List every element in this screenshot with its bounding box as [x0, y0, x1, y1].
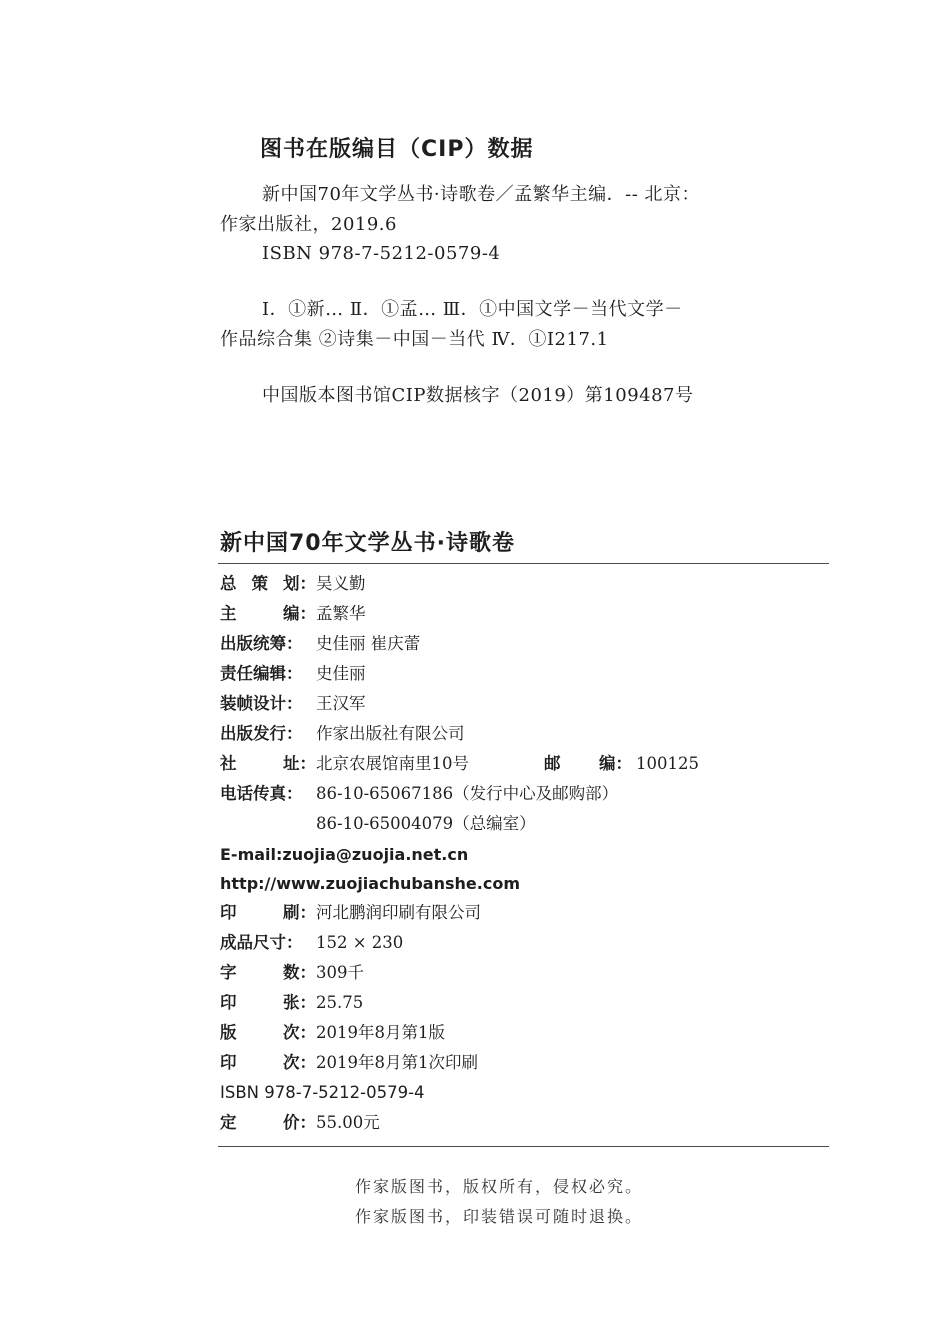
label: 出版统筹：: [220, 634, 303, 653]
label: 版 次：: [220, 1023, 316, 1042]
value: 2019年8月第1版: [316, 1023, 445, 1042]
value: 吴义勤: [316, 574, 366, 593]
value: 309千: [316, 963, 364, 982]
label: 印 张：: [220, 993, 316, 1012]
top-divider: [218, 563, 829, 564]
replacement-note: 作家版图书，印装错误可随时退换。: [355, 1207, 644, 1226]
label: 装帧设计：: [220, 694, 303, 713]
label: 印 次：: [220, 1053, 316, 1072]
record-isbn: ISBN 978-7-5212-0579-4: [220, 1083, 425, 1102]
value: 史佳丽 崔庆蕾: [316, 634, 421, 653]
postcode-value: 100125: [636, 754, 699, 773]
postcode-label: 邮 编：: [544, 754, 632, 773]
label: 字 数：: [220, 963, 316, 982]
value: 55.00元: [316, 1113, 380, 1132]
row-phone-fax: [220, 782, 618, 806]
label: 总 策 划：: [220, 574, 316, 593]
row-editor-in-chief: [220, 602, 366, 626]
label: 电话传真：: [220, 784, 303, 803]
row-printing: [220, 1051, 478, 1075]
email-link[interactable]: E-mail:zuojia@zuojia.net.cn: [220, 845, 469, 864]
row-responsible-editor: [220, 662, 366, 686]
value: 作家出版社有限公司: [316, 724, 465, 743]
value: 史佳丽: [316, 664, 366, 683]
label: 社 址：: [220, 754, 316, 773]
cip-line-2: 作家出版社，2019.6: [220, 214, 397, 235]
label: 印 刷：: [220, 903, 316, 922]
cip-classification-1: Ⅰ．①新… Ⅱ．①孟… Ⅲ．①中国文学－当代文学－: [262, 299, 683, 320]
value: 25.75: [316, 993, 364, 1012]
label: 成品尺寸：: [220, 933, 303, 952]
row-price: [220, 1111, 380, 1135]
label: 主 编：: [220, 604, 316, 623]
row-printed-sheets: [220, 991, 363, 1015]
website-link[interactable]: http://www.zuojiachubanshe.com: [220, 874, 520, 893]
row-printer: [220, 901, 481, 925]
value: 孟繁华: [316, 604, 366, 623]
bottom-divider: [218, 1146, 829, 1147]
value: 2019年8月第1次印刷: [316, 1053, 478, 1072]
value: 王汉军: [316, 694, 366, 713]
label: 责任编辑：: [220, 664, 303, 683]
label: 出版发行：: [220, 724, 303, 743]
row-chief-planner: [220, 572, 366, 596]
cip-record-number: 中国版本图书馆CIP数据核字（2019）第109487号: [262, 385, 694, 406]
row-word-count: [220, 961, 364, 985]
value: 86-10-65067186（发行中心及邮购部）: [316, 784, 619, 803]
cip-line-1: 新中国70年文学丛书·诗歌卷／孟繁华主编．-- 北京：: [262, 184, 701, 205]
cip-isbn: ISBN 978-7-5212-0579-4: [262, 243, 501, 264]
row-edition: [220, 1021, 445, 1045]
row-book-design: [220, 692, 366, 716]
record-title: 新中国70年文学丛书·诗歌卷: [220, 531, 515, 556]
value: 86-10-65004079（总编室）: [316, 814, 536, 833]
value: 河北鹏润印刷有限公司: [316, 903, 481, 922]
value: 北京农展馆南里10号: [316, 754, 469, 773]
row-publishing-coordinator: [220, 632, 420, 656]
cip-title: 图书在版编目（CIP）数据: [260, 137, 534, 162]
row-finished-size: [220, 931, 403, 955]
row-publisher: [220, 722, 465, 746]
copyright-note: 作家版图书，版权所有，侵权必究。: [355, 1177, 644, 1196]
label: 定 价：: [220, 1113, 316, 1132]
value: 152 × 230: [316, 933, 404, 952]
cip-classification-2: 作品综合集 ②诗集－中国－当代 Ⅳ．①I217.1: [220, 329, 609, 350]
row-address: [220, 752, 469, 776]
row-phone-fax-2: [220, 812, 536, 836]
